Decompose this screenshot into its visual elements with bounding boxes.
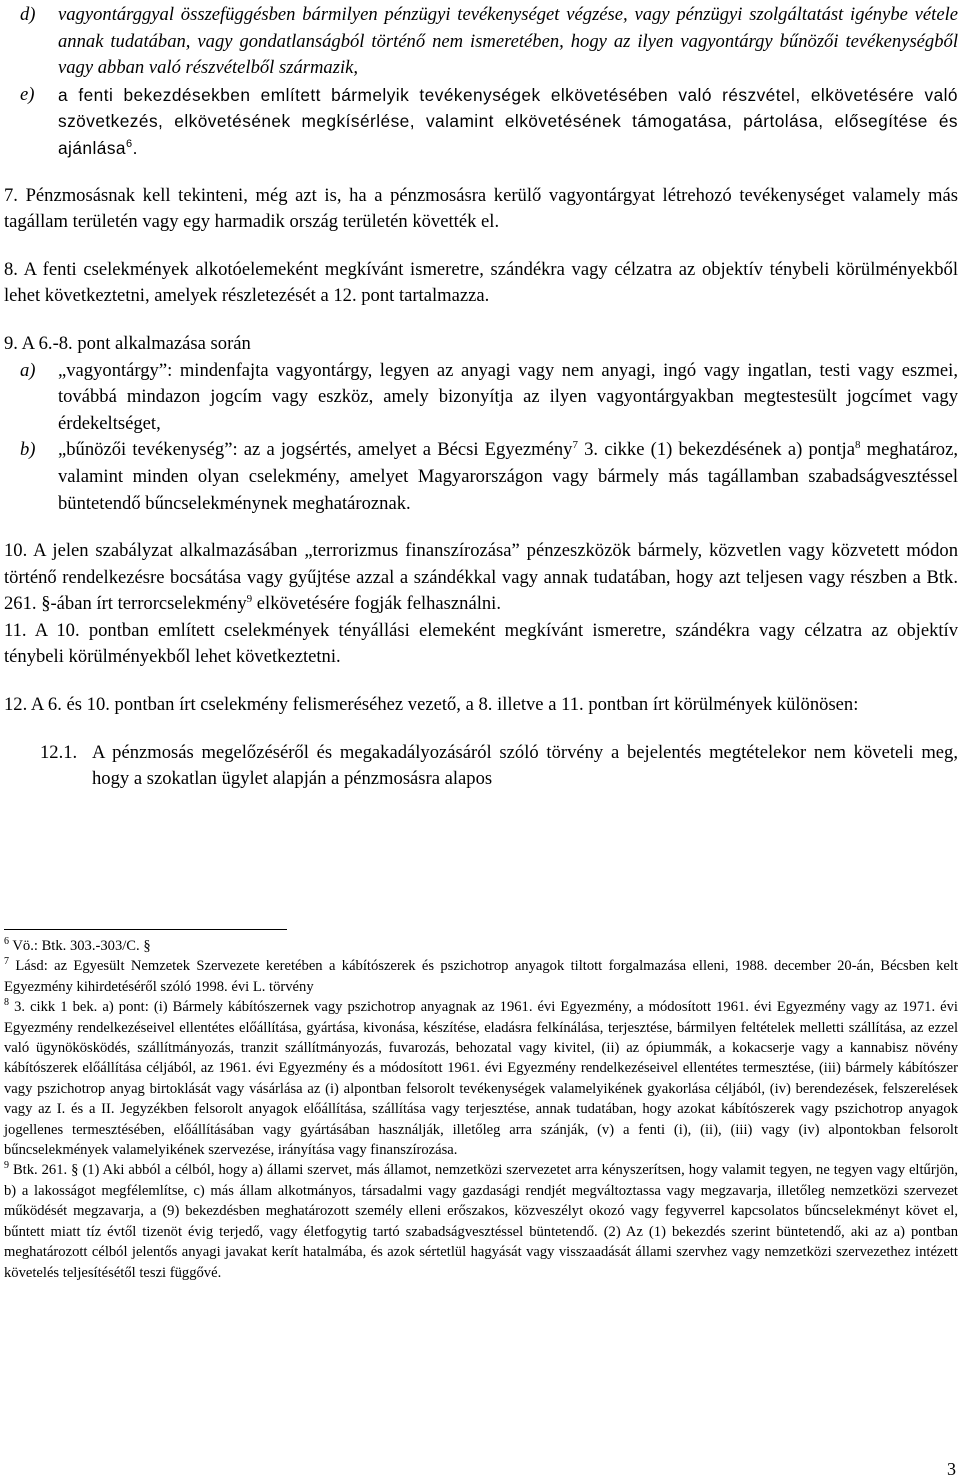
footnote-text: Btk. 261. § (1) Aki abból a célból, hogy a) állami szervet, más államot, nemzetközi szervezetet arra kényszerítsen, hogy valamit tegyen, ne tegyen vagy eltűrjön, b) a lakosságot megfélemlítse, c) más állam alkotmányos, társadalmi vagy gazdasági rendjét megváltoztassa vagy megzavarja, illetőleg nemzetközi szervezet működését megzavarja, a (9) bekezdésben meghatározott személy elleni erőszakos, közveszélyt okozó vagy fegyverrel kapcsolatos bűncselekményt követ el, bűntett miatt tíz évtől tizenöt évig terjedő, vagy életfogytig tartó szabadságvesztéssel büntetendő. (2) Az (1) bekezdés szerint büntetendő, aki az a) pontban meghatározott célból jelentős anyagi javakat kerít hatalmába, és azok sértetlül hagyását vagy visszaadását állami szervhez vagy nemzetközi szervezethez intézett követelés teljesítésétől teszi függővé. [4, 1162, 958, 1281]
list-text-b-1: „bűnözői tevékenység”: az a jogsértés, amelyet a Bécsi Egyezmény [58, 439, 573, 461]
footnote-num: 6 [4, 936, 9, 948]
main-body [4, 2, 958, 793]
footnote-text: Vö.: Btk. 303.-303/C. § [12, 938, 151, 954]
footnote-ref-7[interactable]: 7 [572, 439, 578, 452]
footnote-7 [4, 956, 958, 997]
footnote-text: Lásd: az Egyesült Nemzetek Szervezete keretében a kábítószerek és pszichotrop anyagok tiltott forgalmazása elleni, 1988. december 20-án, Bécsben kelt Egyezmény kihirdetéséről szóló 1998. évi L. törvény [4, 958, 959, 995]
list-label-d: d) [20, 4, 36, 25]
list-text-d: vagyontárggyal összefüggésben bármilyen pénzügyi tevékenységet végzése, vagy pénzügyi szolgáltatást igénybe vétele annak tudatában, vagy gondatlanságból történő nem ismeretében, hogy az ilyen vagyontárgy bűnözői tevékenységből vagy abban való részvételből származik, [58, 4, 958, 79]
paragraph-8: 8. A fenti cselekmények alkotóelemeként megkívánt ismeretre, szándékra vagy célzatra az objektív ténybeli körülményekből lehet következtetni, amelyek részletezését a 12. pont tartalmazza. [4, 258, 958, 307]
paragraph-7: 7. Pénzmosásnak kell tekinteni, még azt is, ha a pénzmosásra kerülő vagyontárgyat létrehozó tevékenységet valamely más tagállam területén vagy egy harmadik ország területén követték el. [4, 184, 958, 233]
list-label-a: a) [20, 359, 36, 381]
paragraph-12-1 [4, 740, 958, 793]
paragraph-10-tail: elkövetésére fogják felhasználni. [252, 593, 501, 615]
paragraph-10 [4, 538, 958, 618]
list-label-b: b) [20, 439, 36, 461]
list-text-e-tail: . [132, 137, 138, 158]
list-text-b-3: meghatároz, valamint minden olyan cselekmény, amelyet Magyarországon vagy bármely más tagállamban szabadságvesztéssel büntetendő bűncselekménynek meghatároznak. [58, 439, 958, 514]
list-text-b-2: 3. cikke (1) bekezdésének a) pontja [577, 439, 855, 461]
footnote-separator [4, 929, 287, 930]
footnote-6 [4, 936, 958, 956]
list-item-b [4, 437, 958, 517]
paragraph-12-1-label: 12.1. [40, 741, 78, 763]
paragraph-9-heading: 9. A 6.-8. pont alkalmazása során [4, 332, 251, 354]
footnote-ref-9[interactable]: 9 [246, 593, 253, 606]
list-item-e [4, 82, 958, 162]
list-text-e: a fenti bekezdésekben említett bármelyik tevékenységek elkövetésében való részvétel, elkövetésére való szövetkezés, elkövetésének megkísérlése, valamint elkövetésének támogatása, pártolása, elősegítése és ajánlása [58, 84, 958, 158]
paragraph-10-text: 10. A jelen szabályzat alkalmazásában „terrorizmus finanszírozása” pénzeszközök bármely, közvetlen vagy közvetett módon történő rendelkezésre bocsátása vagy gyűjtése azzal a szándékkal vagy annak tudatában, hogy azt teljesen vagy részben a Btk. 261. §-ában írt terrorcselekmény [4, 540, 958, 615]
list-item-d [4, 2, 958, 82]
footnote-8 [4, 997, 958, 1160]
footnote-num: 8 [4, 997, 9, 1009]
footnote-num: 7 [4, 956, 9, 968]
paragraph-11: 11. A 10. pontban említett cselekmények tényállási elemeként megkívánt ismeretre, szándékra vagy célzatra az objektív ténybeli körülményekből lehet következtetni. [4, 619, 958, 668]
paragraph-12: 12. A 6. és 10. pontban írt cselekmény felismeréséhez vezető, a 8. illetve a 11. pontban írt körülmények különösen: [4, 694, 859, 716]
footnotes [4, 936, 958, 1283]
list-label-e: e) [20, 83, 35, 105]
paragraph-12-1-text: A pénzmosás megelőzéséről és megakadályozásáról szóló törvény a bejelentés megtételekor nem követeli meg, hogy a szokatlan ügylet alapján a pénzmosásra alapos [92, 741, 958, 790]
footnote-text: 3. cikk 1 bek. a) pont: (i) Bármely kábítószernek vagy pszichotrop anyagnak az 1961. évi Egyezmény, a módosított 1961. évi Egyezmény vagy az 1971. évi Egyezmény rendelkezéseivel ellentétes előállítása, gyártása, kivonása, készítése, eladásra felkínálása, terjesztése, bármilyen feltételek melletti szállítása, az ezzel való ügynökösködés, szállítmányozás, tranzit szállítmányozás, fuvarozás, behozatal vagy kivitel, (ii) az ópiummák, a kokacserje vagy a kannabisz növény kábítószerek előállítása céljából, az 1961. évi Egyezmény és a módosított 1961. évi Egyezmény rendelkezéseivel ellentétes termesztése, (iii) bármely kábítószer vagy pszichotrop anyag birtoklását vagy vásárlása az (i) alpontban felsorolt tevékenységek valamelyikének gyakorlása céljából, (iv) berendezések, felszerelések vagy az I. és a II. Jegyzékben felsorolt anyagok előállítása, szállítása vagy terjesztése, annak tudatában, hogy azokat kábítószerek vagy pszichotrop anyagok jogellenes termesztésében, előállításában vagy gyártásában használják, illetőleg arra szánják, (v) a fenti (i), (ii), (iii) vagy (iv) alpontokban felsorolt bűncselekmények valamelyikének szervezése, irányítása vagy finanszírozása. [4, 999, 958, 1159]
footnote-ref-6[interactable]: 6 [125, 138, 133, 151]
list-item-a [4, 358, 958, 438]
list-text-a: „vagyontárgy”: mindenfajta vagyontárgy, legyen az anyagi vagy nem anyagi, ingó vagy ingatlan, testi vagy eszmei, továbbá mindazon jogcím vagy eszköz, amely bizonyítja az ilyen vagyontárgyakban megtestesült jogcímet vagy érdekeltséget, [58, 359, 958, 434]
page-number: 3 [947, 1459, 956, 1479]
footnote-ref-8[interactable]: 8 [854, 439, 861, 452]
footnote-9 [4, 1160, 958, 1282]
footnote-num: 9 [4, 1160, 9, 1172]
